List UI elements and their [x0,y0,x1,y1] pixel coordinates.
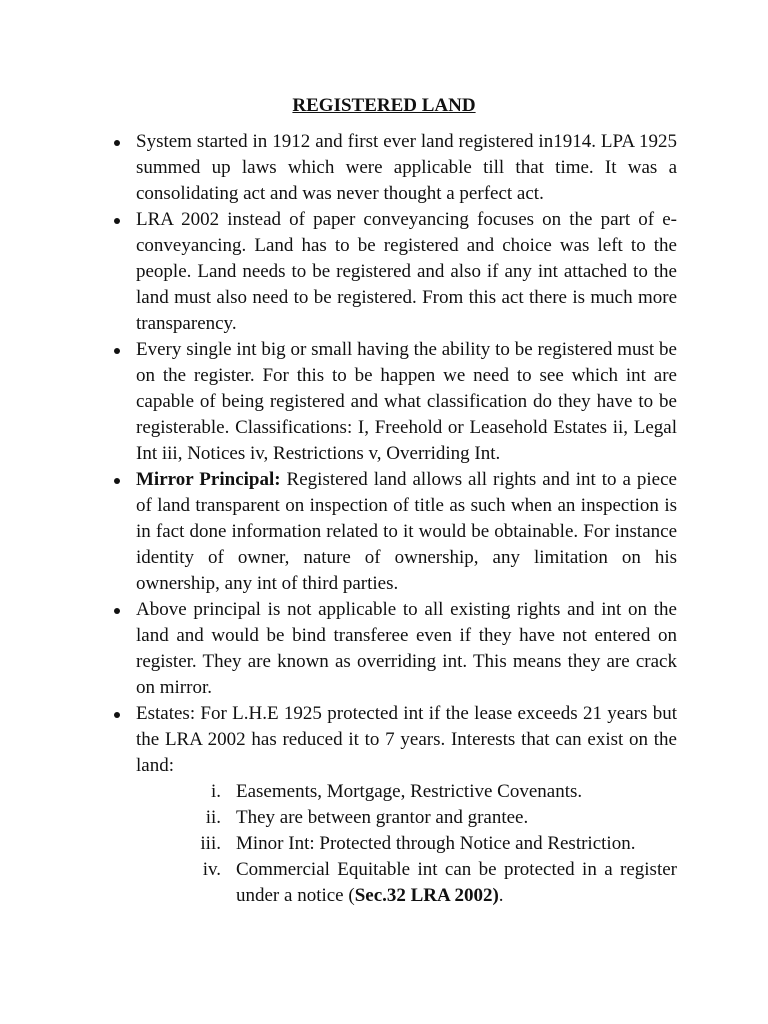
section-reference: Sec.32 LRA 2002) [354,885,499,906]
bullet-item [136,701,677,909]
sub-list-item [136,831,677,857]
bullet-text: Above principal is not applicable to all existing rights and int on the land and would be bind transferee even if they have not entered on register. They are known as overriding int. This means they are crack on mirror. [136,599,677,698]
bullet-item [136,337,677,467]
sub-item-text: Minor Int: Protected through Notice and Restriction. [236,833,636,854]
bullet-dot-icon [114,608,120,614]
page-title: REGISTERED LAND [292,95,476,116]
bullet-item [136,207,677,337]
sub-list-item [136,857,677,909]
roman-numeral: i. [210,781,221,802]
bullet-dot-icon [114,140,120,146]
bullet-dot-icon [114,348,120,354]
bullet-item [136,467,677,597]
bullet-text: System started in 1912 and first ever land registered in1914. LPA 1925 summed up laws which were applicable till that time. It was a consolidating act and was never thought a perfect act. [136,131,677,204]
bullet-dot-icon [114,478,120,484]
sub-item-text: Commercial Equitable int can be protected in a register under a notice ( [236,859,677,906]
roman-numeral: iii. [200,833,221,854]
bullet-dot-icon [114,218,120,224]
sub-item-tail: . [498,885,504,906]
bullet-item [136,129,677,207]
sub-list-item [136,779,677,805]
bullet-text: Registered land allows all rights and int to a piece of land transparent on inspection of title as such when an inspection is in fact done information related to it would be obtainable. For instance identity of owner, nature of ownership, any limitation on his ownership, any int of third parties. [136,469,677,594]
roman-numeral: iv. [202,859,221,880]
bullet-dot-icon [114,712,120,718]
roman-numeral: ii. [205,807,221,828]
bullet-text: LRA 2002 instead of paper conveyancing focuses on the part of e-conveyancing. Land has to be registered and choice was left to the people. Land needs to be registered and also if any int attached to the land must also need to be registered. From this act there is much more transparency. [136,209,677,334]
sub-item-text: They are between grantor and grantee. [236,807,529,828]
bullet-list [0,129,768,909]
bullet-bold-lead: Mirror Principal: [136,469,281,490]
bullet-item [136,597,677,701]
bullet-text: Estates: For L.H.E 1925 protected int if the lease exceeds 21 years but the LRA 2002 has reduced it to 7 years. Interests that can exist on the land: [136,703,677,776]
sub-item-text: Easements, Mortgage, Restrictive Covenants. [236,781,583,802]
bullet-text: Every single int big or small having the ability to be registered must be on the register. For this to be happen we need to see which int are capable of being registered and what classification do they have to be registerable. Classifications: I, Freehold or Leasehold Estates ii, Legal Int iii, Notices iv, Restrictions v, Overriding Int. [136,339,677,464]
sub-list [136,779,677,909]
sub-list-item [136,805,677,831]
